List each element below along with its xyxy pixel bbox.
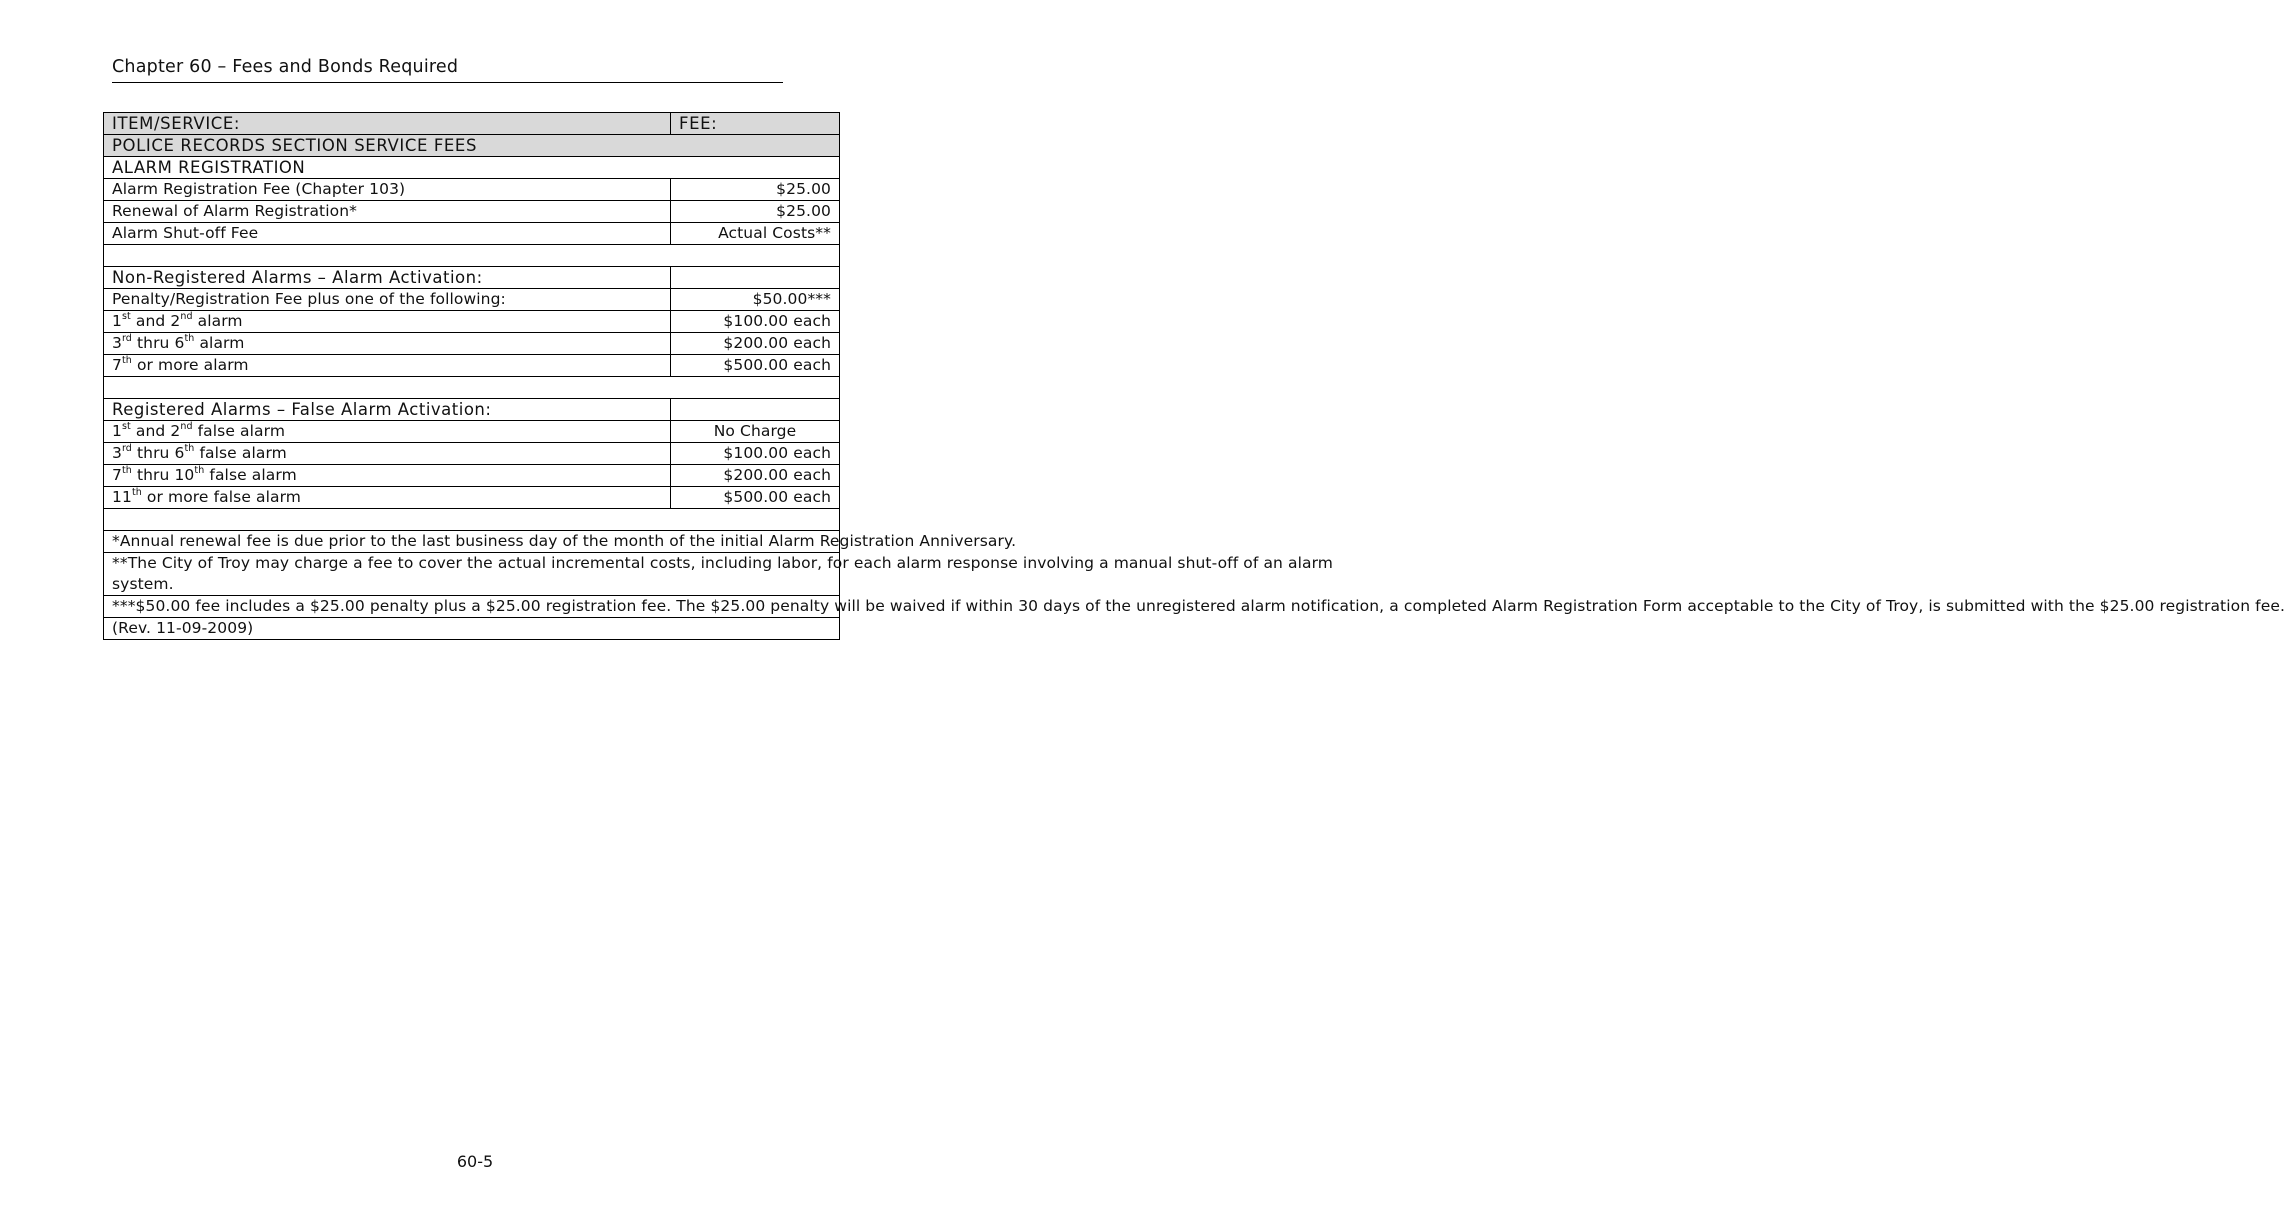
item-text: thru 6: [131, 334, 185, 352]
ordinal-suffix: rd: [121, 332, 132, 344]
ordinal-number: 3: [112, 444, 122, 462]
item-text: or more alarm: [131, 356, 249, 374]
ordinal-number: 1: [112, 312, 122, 330]
section-title: POLICE RECORDS SECTION SERVICE FEES: [104, 135, 840, 157]
empty-fee-cell: [671, 267, 840, 289]
note-row: [104, 531, 840, 553]
subsection-row: [104, 157, 840, 179]
item-cell: Penalty/Registration Fee plus one of the following:: [104, 289, 671, 311]
table-row: [104, 443, 840, 465]
ordinal-suffix: th: [194, 464, 205, 476]
note-row: [104, 596, 840, 618]
fee-cell: $100.00 each: [671, 443, 840, 465]
spacer-cell: [104, 509, 840, 531]
footnote-text: system.: [112, 575, 174, 593]
item-text: thru 10: [131, 466, 195, 484]
spacer-row: [104, 377, 840, 399]
table-row: [104, 223, 840, 245]
fee-cell: $200.00 each: [671, 465, 840, 487]
ordinal-suffix: st: [121, 420, 131, 432]
revision-date: (Rev. 11-09-2009): [104, 618, 840, 640]
item-cell: [104, 421, 671, 443]
item-cell: Alarm Shut-off Fee: [104, 223, 671, 245]
item-cell: Alarm Registration Fee (Chapter 103): [104, 179, 671, 201]
ordinal-number: 1: [112, 422, 122, 440]
table-row: [104, 465, 840, 487]
ordinal-number: 3: [112, 334, 122, 352]
ordinal-suffix: th: [184, 332, 195, 344]
ordinal-number: 7: [112, 356, 122, 374]
table-row: [104, 289, 840, 311]
subsection-title-non-registered: Non-Registered Alarms – Alarm Activation:: [104, 267, 671, 289]
ordinal-number: 11: [112, 488, 132, 506]
item-cell: [104, 487, 671, 509]
fee-cell: $100.00 each: [671, 311, 840, 333]
note-row: [104, 553, 840, 596]
table-row: [104, 421, 840, 443]
item-text: alarm: [192, 312, 243, 330]
fee-cell: $500.00 each: [671, 487, 840, 509]
item-cell: [104, 355, 671, 377]
empty-fee-cell: [671, 399, 840, 421]
ordinal-suffix: nd: [180, 420, 193, 432]
item-text: alarm: [194, 334, 245, 352]
ordinal-suffix: th: [121, 354, 132, 366]
column-header-fee: FEE:: [671, 113, 840, 135]
item-text: and 2: [130, 422, 181, 440]
fee-cell: No Charge: [671, 421, 840, 443]
table-row: [104, 311, 840, 333]
subsection-row: [104, 399, 840, 421]
subsection-row: [104, 267, 840, 289]
item-cell: [104, 333, 671, 355]
fee-table: [103, 112, 2285, 640]
section-header-row: [104, 135, 840, 157]
ordinal-suffix: th: [131, 486, 142, 498]
revision-row: [104, 618, 840, 640]
item-text: false alarm: [192, 422, 286, 440]
table-row: [104, 487, 840, 509]
spacer-row: [104, 245, 840, 267]
fee-cell: $25.00: [671, 179, 840, 201]
ordinal-suffix: th: [121, 464, 132, 476]
item-text: and 2: [130, 312, 181, 330]
fee-cell: $50.00***: [671, 289, 840, 311]
footnote-text: **The City of Troy may charge a fee to cover the actual incremental costs, including labor, for each alarm response involving a manual shut-off of an alarm: [112, 554, 1334, 572]
item-cell: [104, 465, 671, 487]
item-cell: [104, 443, 671, 465]
footnote-penalty-waiver: ***$50.00 fee includes a $25.00 penalty plus a $25.00 registration fee. The $25.00 penalty will be waived if within 30 days of the unregistered alarm notification, a completed Alarm Registration Form acceptable to the City of Troy, is submitted with the $25.00 registration fee.: [104, 596, 840, 618]
page-header: [112, 55, 783, 83]
spacer-cell: [104, 245, 840, 267]
subsection-title-alarm-registration: ALARM REGISTRATION: [104, 157, 840, 179]
item-text: or more false alarm: [141, 488, 301, 506]
table-row: [104, 201, 840, 223]
subsection-title-registered: Registered Alarms – False Alarm Activation:: [104, 399, 671, 421]
ordinal-number: 7: [112, 466, 122, 484]
footnote-annual-renewal: *Annual renewal fee is due prior to the last business day of the month of the initial Alarm Registration Anniversary.: [104, 531, 840, 553]
page-number: 60-5: [456, 1152, 494, 1171]
fee-cell: $500.00 each: [671, 355, 840, 377]
ordinal-suffix: st: [121, 310, 131, 322]
chapter-title: Chapter 60 – Fees and Bonds Required: [112, 57, 459, 77]
item-text: false alarm: [204, 466, 297, 484]
ordinal-suffix: nd: [180, 310, 193, 322]
item-cell: [104, 311, 671, 333]
fee-cell: $25.00: [671, 201, 840, 223]
item-text: thru 6: [131, 444, 185, 462]
fee-cell: Actual Costs**: [671, 223, 840, 245]
spacer-cell: [104, 377, 840, 399]
item-cell: Renewal of Alarm Registration*: [104, 201, 671, 223]
footnote-shutoff-costs: [104, 553, 1334, 596]
fee-cell: $200.00 each: [671, 333, 840, 355]
table-header-row: [104, 113, 840, 135]
item-text: false alarm: [194, 444, 287, 462]
table-row: [104, 355, 840, 377]
table-row: [104, 333, 840, 355]
spacer-row: [104, 509, 840, 531]
ordinal-suffix: rd: [121, 442, 132, 454]
ordinal-suffix: th: [184, 442, 195, 454]
column-header-item: ITEM/SERVICE:: [104, 113, 671, 135]
table-row: [104, 179, 840, 201]
